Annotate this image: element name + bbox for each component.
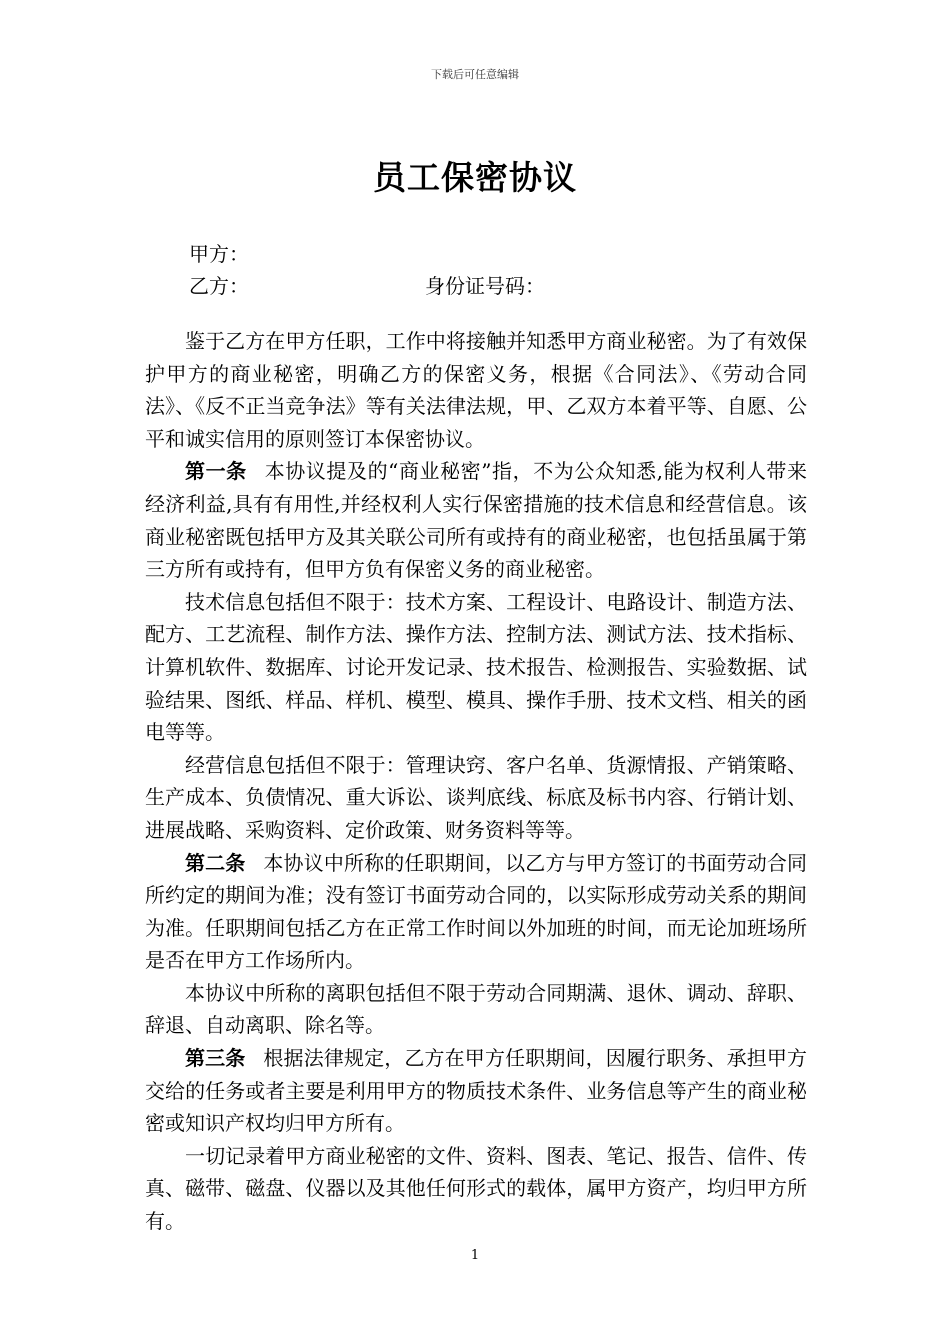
document-title: 员工保密协议 xyxy=(373,158,577,197)
party-a-row xyxy=(189,238,249,270)
technical-info-paragraph: 技术信息包括但不限于：技术方案、工程设计、电路设计、制造方法、配方、工艺流程、制作方法、操作方法、控制方法、测试方法、技术指标、计算机软件、数据库、讨论开发记录、技术报告、检测报告、实验数据、试验结果、图纸、样品、样机、模型、模具、操作手册、技术文档、相关的函电等等。 xyxy=(145,589,807,745)
page-header-note: 下载后可任意编辑 xyxy=(431,68,519,81)
article-2-label: 第二条 xyxy=(185,850,246,875)
article-1-paragraph xyxy=(145,455,807,585)
article-3-text: 根据法律规定，乙方在甲方任职期间，因履行职务、承担甲方交给的任务或者主要是利用甲方的物质技术条件、业务信息等产生的商业秘密或知识产权均归甲方所有。 xyxy=(145,1046,808,1136)
party-a-label: 甲方： xyxy=(189,242,249,266)
article-1-text: 本协议提及的“商业秘密”指，不为公众知悉,能为权利人带来经济利益,具有有用性,并经权利人实行保密措施的技术信息和经营信息。该商业秘密既包括甲方及其关联公司所有或持有的商业秘密，也包括虽属于第三方所有或持有，但甲方负有保密义务的商业秘密。 xyxy=(145,459,807,582)
article-2-paragraph xyxy=(145,847,807,977)
party-b-label: 乙方： xyxy=(189,274,249,298)
parties-block xyxy=(189,238,545,302)
resignation-paragraph: 本协议中所称的离职包括但不限于劳动合同期满、退休、调动、辞职、辞退、自动离职、除名等。 xyxy=(145,980,807,1038)
preamble-paragraph: 鉴于乙方在甲方任职，工作中将接触并知悉甲方商业秘密。为了有效保护甲方的商业秘密，明确乙方的保密义务，根据《合同法》、《劳动合同法》、《反不正当竞争法》等有关法律法规，甲、乙双方本着平等、自愿、公平和诚实信用的原则签订本保密协议。 xyxy=(145,329,807,451)
id-number-label: 身份证号码： xyxy=(425,274,545,298)
article-3-paragraph xyxy=(145,1042,807,1140)
article-2-text: 本协议中所称的任职期间，以乙方与甲方签订的书面劳动合同所约定的期间为准；没有签订书面劳动合同的，以实际形成劳动关系的期间为准。任职期间包括乙方在正常工作时间以外加班的时间，而无论加班场所是否在甲方工作场所内。 xyxy=(145,850,808,973)
article-1-label: 第一条 xyxy=(185,459,247,484)
party-b-row xyxy=(189,270,545,302)
article-3-label: 第三条 xyxy=(185,1046,246,1071)
agreement-body xyxy=(145,325,807,1238)
page-number: 1 xyxy=(470,1248,480,1263)
business-info-paragraph: 经营信息包括但不限于：管理诀窍、客户名单、货源情报、产销策略、生产成本、负债情况、重大诉讼、谈判底线、标底及标书内容、行销计划、进展战略、采购资料、定价政策、财务资料等等。 xyxy=(145,752,807,842)
records-ownership-paragraph: 一切记录着甲方商业秘密的文件、资料、图表、笔记、报告、信件、传真、磁带、磁盘、仪器以及其他任何形式的载体，属甲方资产，均归甲方所有。 xyxy=(145,1143,807,1234)
